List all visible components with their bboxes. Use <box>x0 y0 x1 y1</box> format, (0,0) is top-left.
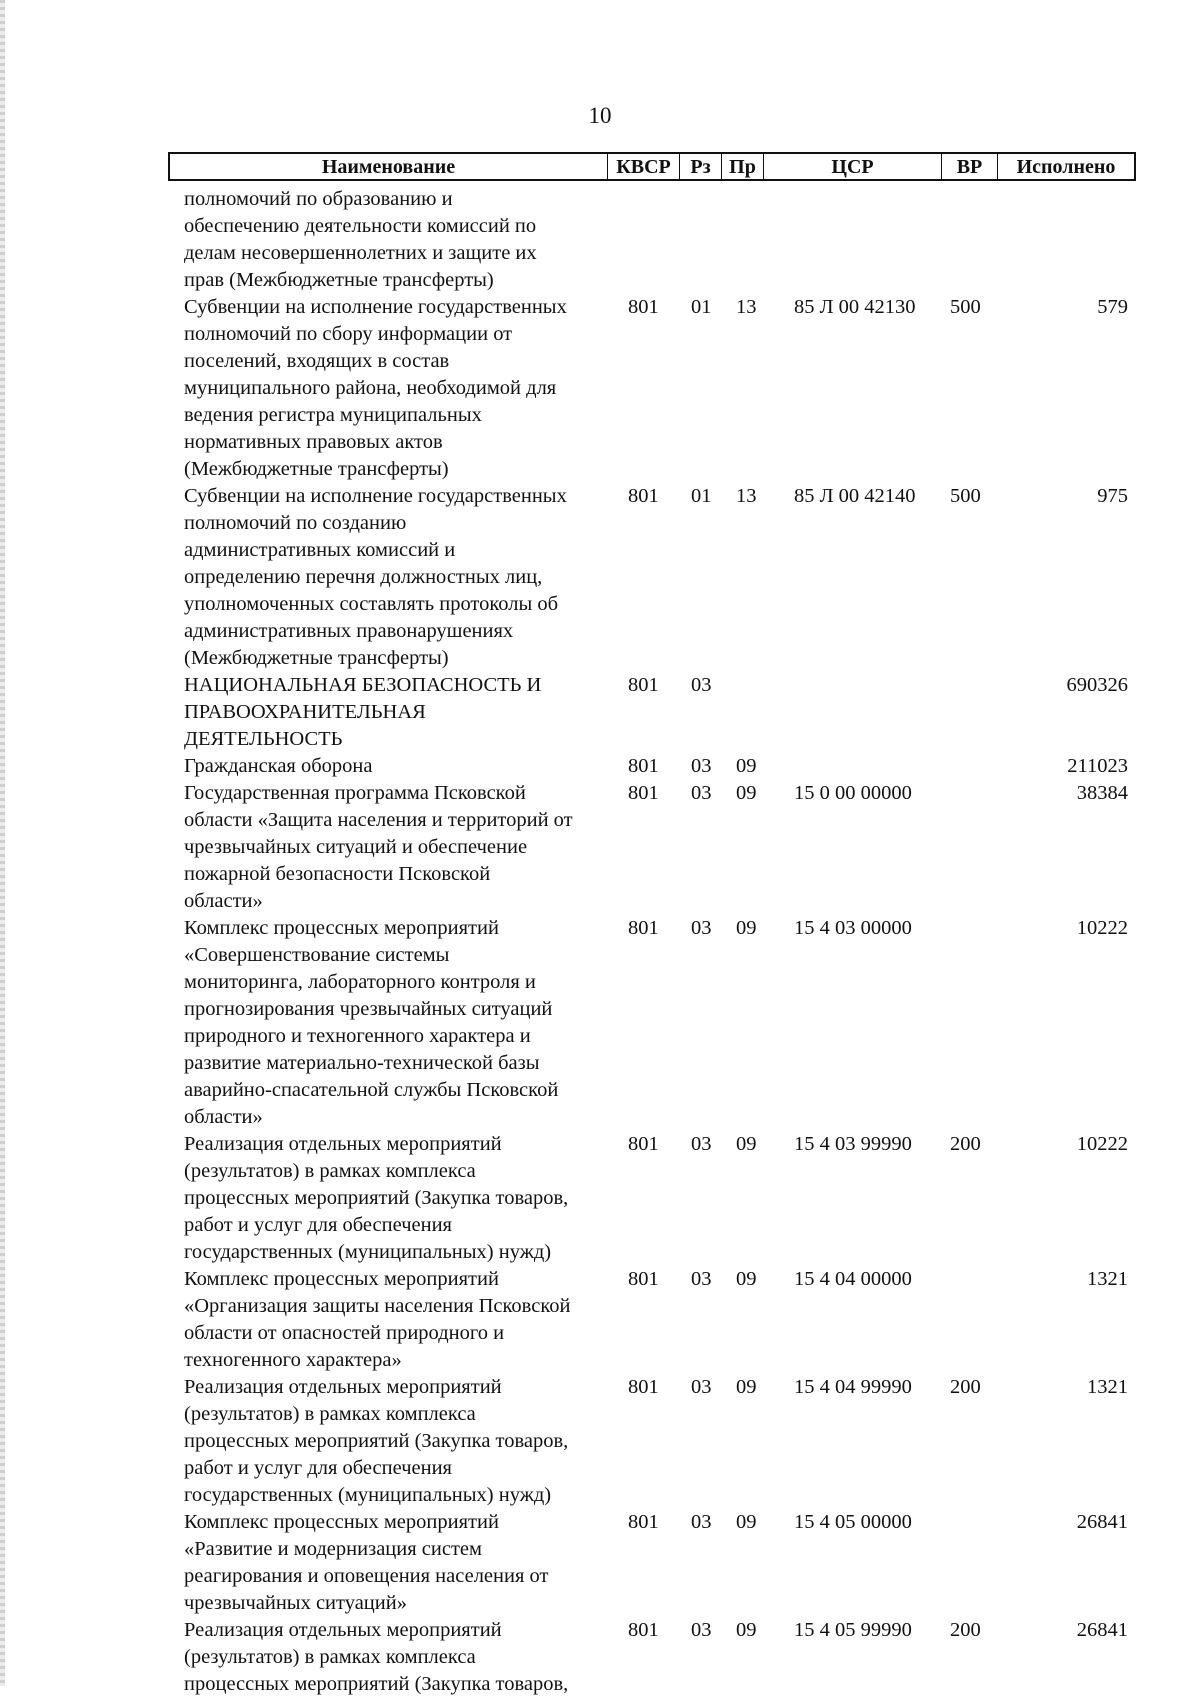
row-kvsr: 801 <box>628 782 659 804</box>
row-ispolneno: 26841 <box>1076 1511 1128 1533</box>
table-row <box>0 1266 1200 1374</box>
row-pr: 09 <box>736 917 757 939</box>
header-vr: ВР <box>942 154 998 179</box>
row-name: Субвенции на исполнение государственных полномочий по созданию административных комиссий и определению перечня должностных лиц, уполномоченных составлять протоколы об административных правонарушениях (Межбюджетные трансферты) <box>184 485 567 669</box>
row-kvsr: 801 <box>628 755 659 777</box>
row-name: Гражданская оборона <box>184 755 373 777</box>
table-row <box>0 1509 1200 1617</box>
row-name: Субвенции на исполнение государственных полномочий по сбору информации от поселений, входящих в состав муниципального района, необходимой для ведения регистра муниципальных нормативных правовых актов (Межбюджетные трансферты) <box>184 296 567 480</box>
row-name: Комплекс процессных мероприятий «Развитие и модернизация систем реагирования и оповещения населения от чрезвычайных ситуаций» <box>184 1511 549 1614</box>
row-rz: 03 <box>691 1619 712 1641</box>
row-rz: 03 <box>691 782 712 804</box>
row-rz: 03 <box>691 674 712 696</box>
row-vr: 500 <box>950 485 981 507</box>
row-pr: 09 <box>736 1619 757 1641</box>
row-kvsr: 801 <box>628 1268 659 1290</box>
row-kvsr: 801 <box>628 1133 659 1155</box>
row-name: Комплекс процессных мероприятий «Совершенствование системы мониторинга, лабораторного контроля и прогнозирования чрезвычайных ситуаций природного и техногенного характера и развитие материально-технической базы аварийно-спасательной службы Псковской области» <box>184 917 559 1128</box>
row-vr: 200 <box>950 1133 981 1155</box>
row-ispolneno: 38384 <box>1076 782 1128 804</box>
row-csr: 85 Л 00 42140 <box>794 485 916 507</box>
row-pr: 13 <box>736 485 757 507</box>
row-ispolneno: 211023 <box>1067 755 1128 777</box>
row-rz: 03 <box>691 1376 712 1398</box>
row-pr: 13 <box>736 296 757 318</box>
row-csr: 15 4 04 99990 <box>794 1376 912 1398</box>
row-ispolneno: 26841 <box>1076 1619 1128 1641</box>
row-vr: 200 <box>950 1619 981 1641</box>
row-rz: 03 <box>691 1511 712 1533</box>
row-rz: 01 <box>691 485 712 507</box>
header-rz: Рз <box>680 154 722 179</box>
header-kvsr: КВСР <box>608 154 680 179</box>
row-rz: 03 <box>691 755 712 777</box>
row-kvsr: 801 <box>628 674 659 696</box>
row-ispolneno: 1321 <box>1087 1376 1128 1398</box>
row-ispolneno: 1321 <box>1087 1268 1128 1290</box>
row-rz: 03 <box>691 1133 712 1155</box>
row-ispolneno: 579 <box>1097 296 1128 318</box>
row-ispolneno: 10222 <box>1076 1133 1128 1155</box>
row-csr: 15 4 05 00000 <box>794 1511 912 1533</box>
header-ispolneno: Исполнено <box>1016 156 1116 178</box>
table-row <box>0 483 1200 672</box>
row-name: Комплекс процессных мероприятий «Организация защиты населения Псковской области от опасностей природного и техногенного характера» <box>184 1268 571 1371</box>
row-csr: 85 Л 00 42130 <box>794 296 916 318</box>
row-name: Реализация отдельных мероприятий (результатов) в рамках комплекса процессных мероприятий (Закупка товаров, работ и услуг для обеспечения государственных (муниципальных) нужд) <box>184 1376 569 1506</box>
row-csr: 15 4 05 99990 <box>794 1619 912 1641</box>
row-name: Реализация отдельных мероприятий (результатов) в рамках комплекса процессных мероприятий (Закупка товаров, <box>184 1619 569 1695</box>
row-kvsr: 801 <box>628 1619 659 1641</box>
row-rz: 03 <box>691 917 712 939</box>
row-pr: 09 <box>736 1133 757 1155</box>
table-row <box>0 294 1200 483</box>
row-name: полномочий по образованию и обеспечению деятельности комиссий по делам несовершеннолетних и защите их прав (Межбюджетные трансферты) <box>184 188 537 291</box>
row-pr: 09 <box>736 1511 757 1533</box>
row-rz: 01 <box>691 296 712 318</box>
row-csr: 15 4 03 00000 <box>794 917 912 939</box>
row-csr: 15 4 03 99990 <box>794 1133 912 1155</box>
header-csr: ЦСР <box>764 154 942 179</box>
row-kvsr: 801 <box>628 1511 659 1533</box>
header-pr: Пр <box>722 154 764 179</box>
page-number: 10 <box>588 103 612 128</box>
row-pr: 09 <box>736 1268 757 1290</box>
row-name: Реализация отдельных мероприятий (результатов) в рамках комплекса процессных мероприятий (Закупка товаров, работ и услуг для обеспечения государственных (муниципальных) нужд) <box>184 1133 569 1263</box>
row-pr: 09 <box>736 755 757 777</box>
row-ispolneno: 975 <box>1097 485 1128 507</box>
row-pr: 09 <box>736 782 757 804</box>
table-row <box>0 1374 1200 1509</box>
row-name: Государственная программа Псковской области «Защита населения и территорий от чрезвычайных ситуаций и обеспечение пожарной безопасности Псковской области» <box>184 782 573 912</box>
table-body <box>0 186 1200 1698</box>
table-row <box>0 186 1200 294</box>
row-ispolneno: 10222 <box>1076 917 1128 939</box>
table-row <box>0 753 1200 780</box>
row-vr: 200 <box>950 1376 981 1398</box>
row-vr: 500 <box>950 296 981 318</box>
row-rz: 03 <box>691 1268 712 1290</box>
row-csr: 15 0 00 00000 <box>794 782 912 804</box>
row-pr: 09 <box>736 1376 757 1398</box>
row-kvsr: 801 <box>628 485 659 507</box>
row-csr: 15 4 04 00000 <box>794 1268 912 1290</box>
header-name: Наименование <box>170 154 608 179</box>
table-header <box>168 152 1136 181</box>
table-row <box>0 1131 1200 1266</box>
row-kvsr: 801 <box>628 1376 659 1398</box>
row-kvsr: 801 <box>628 917 659 939</box>
table-row <box>0 915 1200 1131</box>
table-row <box>0 780 1200 915</box>
row-kvsr: 801 <box>628 296 659 318</box>
table-row <box>0 672 1200 753</box>
row-name: НАЦИОНАЛЬНАЯ БЕЗОПАСНОСТЬ И ПРАВООХРАНИТЕЛЬНАЯ ДЕЯТЕЛЬНОСТЬ <box>184 674 542 750</box>
row-ispolneno: 690326 <box>1066 674 1128 696</box>
